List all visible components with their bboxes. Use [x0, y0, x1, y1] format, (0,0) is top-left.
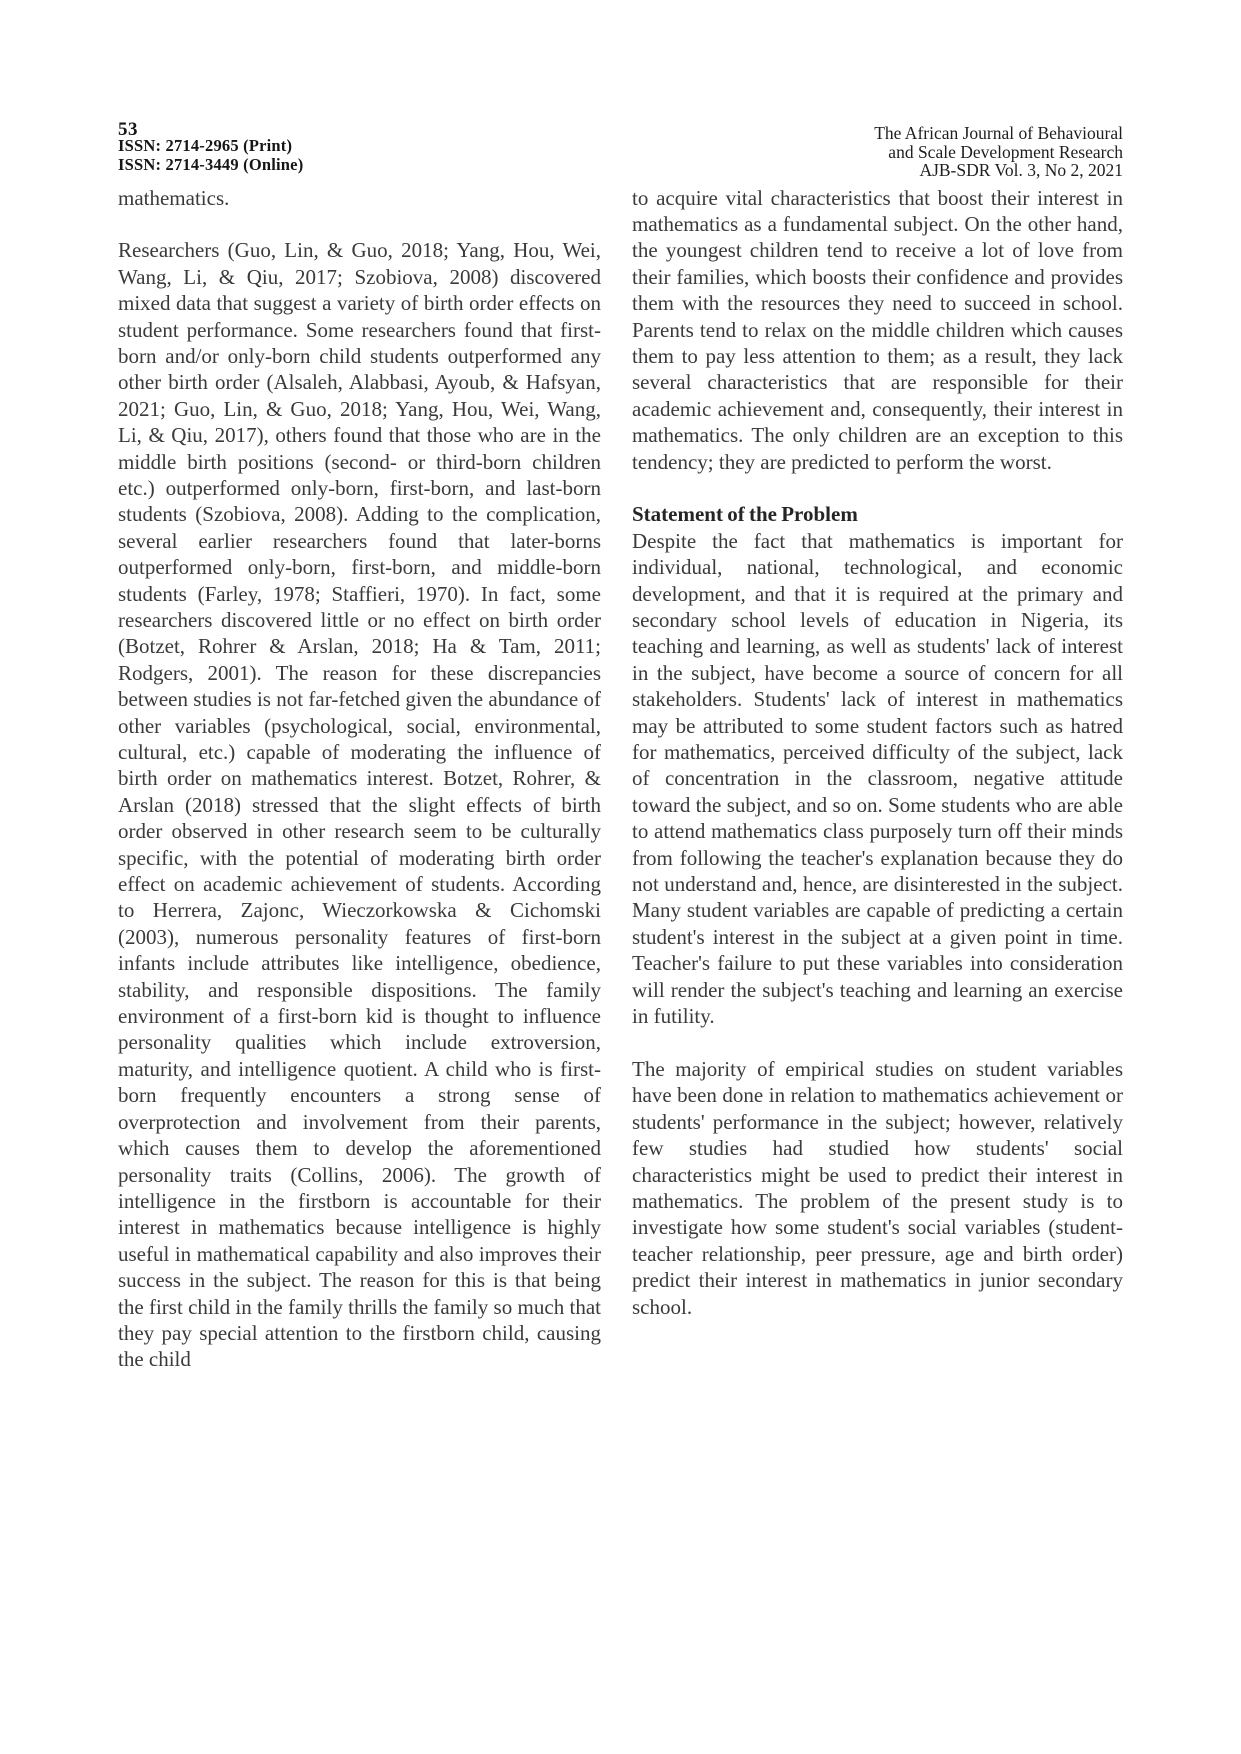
left-column — [118, 185, 601, 1373]
journal-volume-line: AJB-SDR Vol. 3, No 2, 2021 — [919, 160, 1123, 180]
journal-info-block — [874, 124, 1123, 180]
page-number: 53 — [118, 119, 138, 140]
paragraph-fragment: mathematics. — [118, 185, 230, 210]
section-heading-statement-of-problem: Statement of the Problem — [632, 502, 858, 527]
paragraph-continuation: to acquire vital characteristics that boost their interest in mathematics as a fundamental subject. On the other hand, the youngest children tend to receive a lot of love from their families, which boosts their confidence and provides them with the resources they need to succeed in school. Parents tend to relax on the middle children which causes them to pay less attention to them; as a result, they lack several characteristics that are responsible for their academic achievement and, consequently, their interest in mathematics. The only children are an exception to this tendency; they are predicted to perform the worst. — [632, 185, 1123, 474]
paragraph-empirical-studies: The majority of empirical studies on student variables have been done in relation to mathematics achievement or students' performance in the subject; however, relatively few studies had studied how students' social characteristics might be used to predict their interest in mathematics. The problem of the present study is to investigate how some student's social variables (student-teacher relationship, peer pressure, age and birth order) predict their interest in mathematics in junior secondary school. — [632, 1056, 1123, 1319]
right-column — [632, 185, 1123, 1373]
paragraph-birth-order-research: Researchers (Guo, Lin, & Guo, 2018; Yang, Hou, Wei, Wang, Li, & Qiu, 2017; Szobiova, 2008) discovered mixed data that suggest a variety of birth order effects on student performance. Some researchers found that first-born and/or only-born child students outperformed any other birth order (Alsaleh, Alabbasi, Ayoub, & Hafsyan, 2021; Guo, Lin, & Guo, 2018; Yang, Hou, Wei, Wang, Li, & Qiu, 2017), others found that those who are in the middle birth positions (second- or third-born children etc.) outperformed only-born, first-born, and last-born students (Szobiova, 2008). Adding to the complication, several earlier researchers found that later-borns outperformed only-born, first-born, and middle-born students (Farley, 1978; Staffieri, 1970). In fact, some researchers discovered little or no effect on birth order (Botzet, Rohrer & Arslan, 2018; Ha & Tam, 2011; Rodgers, 2001). The reason for these discrepancies between studies is not far-fetched given the abundance of other variables (psychological, social, environmental, cultural, etc.) capable of moderating the influence of birth order on mathematics interest. Botzet, Rohrer, & Arslan (2018) stressed that the slight effects of birth order observed in other research seem to be culturally specific, with the potential of moderating birth order effect on academic achievement of students. According to Herrera, Zajonc, Wieczorkowska & Cichomski (2003), numerous personality features of first-born infants include attributes like intelligence, obedience, stability, and responsible dispositions. The family environment of a first-born kid is thought to influence personality qualities which include extroversion, maturity, and intelligence quotient. A child who is first-born frequently encounters a strong sense of overprotection and involvement from their parents, which causes them to develop the aforementioned personality traits (Collins, 2006). The growth of intelligence in the firstborn is accountable for their interest in mathematics because intelligence is highly useful in mathematical capability and also improves their success in the subject. The reason for this is that being the first child in the family thrills the family so much that they pay special attention to the firstborn child, causing the child — [118, 238, 601, 1372]
journal-title-line1: The African Journal of Behavioural — [874, 123, 1123, 143]
two-column-body — [118, 185, 1123, 1373]
page-header — [118, 119, 1123, 180]
journal-title-line2: and Scale Development Research — [888, 141, 1123, 162]
issn-block — [118, 119, 304, 174]
paragraph-problem-statement: Despite the fact that mathematics is important for individual, national, technological, and economic development, and that it is required at the primary and secondary school levels of education in Nigeria, its teaching and learning, as well as students' lack of interest in the subject, have become a source of concern for all stakeholders. Students' lack of interest in mathematics may be attributed to some student factors such as hatred for mathematics, perceived difficulty of the subject, lack of concentration in the classroom, negative attitude toward the subject, and so on. Some students who are able to attend mathematics class purposely turn off their minds from following the teacher's explanation because they do not understand and, hence, are disinterested in the subject. Many student variables are capable of predicting a certain student's interest in the subject at a given point in time. Teacher's failure to put these variables into consideration will render the subject's teaching and learning an exercise in futility. — [632, 528, 1123, 1029]
issn-print: ISSN: 2714-2965 (Print) — [118, 136, 293, 155]
issn-online: ISSN: 2714-3449 (Online) — [118, 154, 304, 174]
